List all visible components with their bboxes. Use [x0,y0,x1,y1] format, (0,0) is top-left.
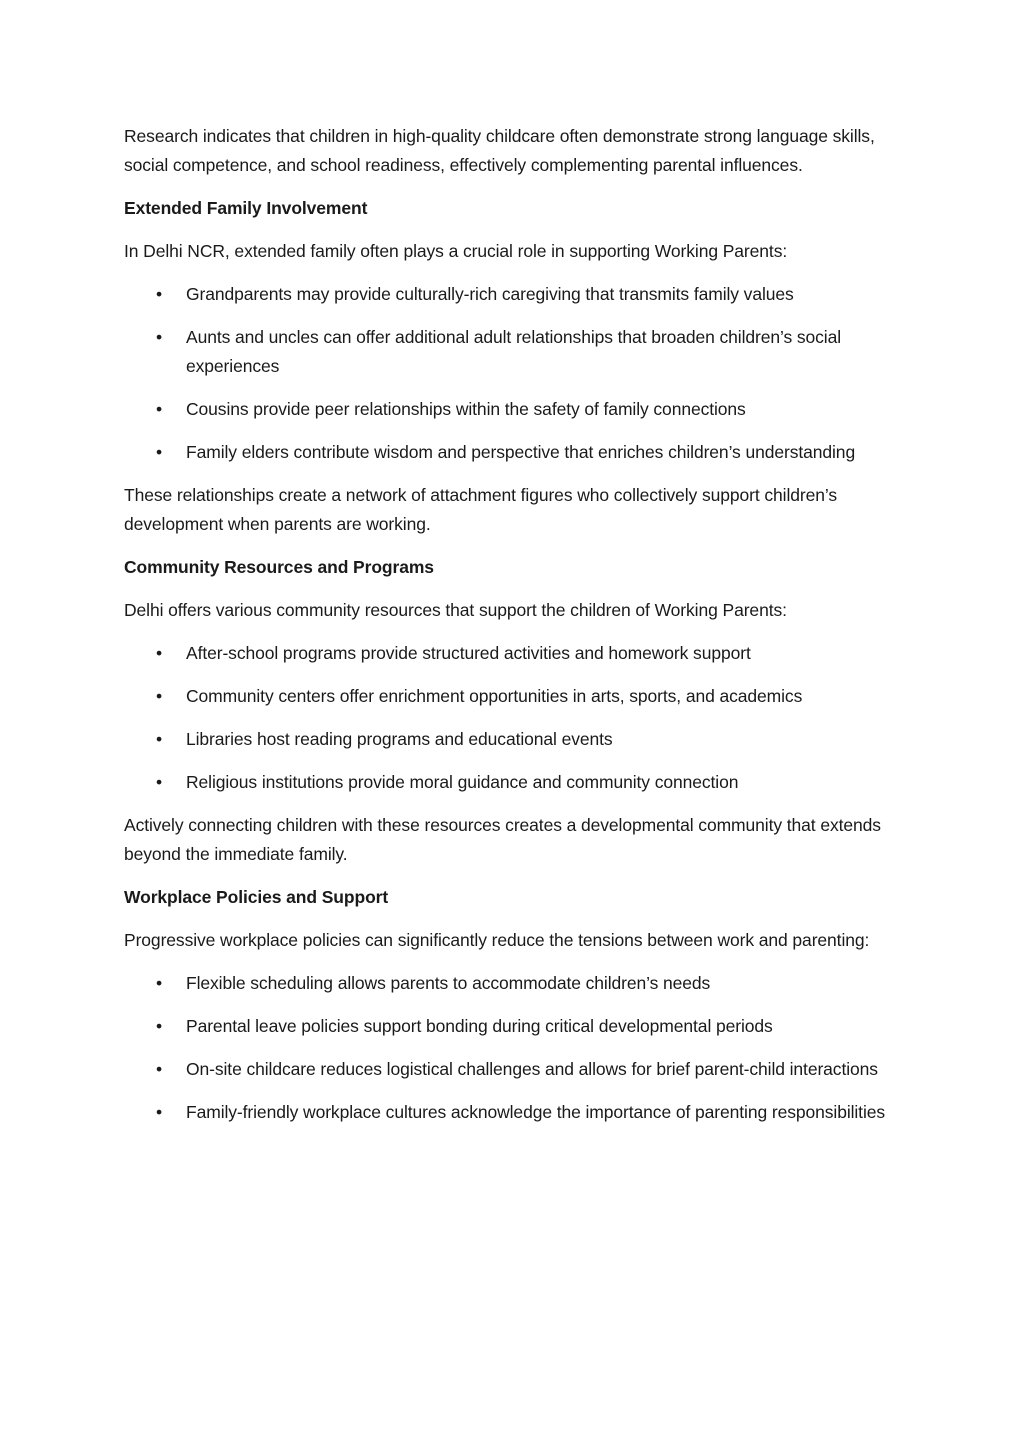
section-heading: Extended Family Involvement [124,198,368,218]
bullet-icon: • [155,1102,163,1122]
bullet-icon: • [155,284,163,304]
list-item [124,438,904,467]
bullet-icon: • [155,686,163,706]
list-item-text: Libraries host reading programs and educational events [186,729,613,749]
body-paragraph: Actively connecting children with these resources creates a developmental community that extends beyond the immediate family. [124,815,881,864]
list-item [124,768,904,797]
body-paragraph: Progressive workplace policies can significantly reduce the tensions between work and parenting: [124,930,870,950]
list-item [124,682,904,711]
list-item [124,280,904,309]
bullet-list [124,639,904,797]
list-item [124,395,904,424]
bullet-icon: • [155,643,163,663]
list-item-text: Grandparents may provide culturally-rich caregiving that transmits family values [186,284,794,304]
bullet-icon: • [155,973,163,993]
list-item-text: Family-friendly workplace cultures acknowledge the importance of parenting responsibilities [186,1102,886,1122]
list-item [124,725,904,754]
body-paragraph: In Delhi NCR, extended family often plays a crucial role in supporting Working Parents: [124,241,788,261]
list-item-text: Religious institutions provide moral guidance and community connection [186,772,739,792]
body-paragraph: These relationships create a network of attachment figures who collectively support children’s development when parents are working. [124,485,838,534]
list-item-text: Community centers offer enrichment opportunities in arts, sports, and academics [186,686,803,706]
bullet-icon: • [155,1059,163,1079]
bullet-icon: • [155,772,163,792]
section-heading: Community Resources and Programs [124,557,434,577]
bullet-icon: • [155,1016,163,1036]
list-item-text: Flexible scheduling allows parents to accommodate children’s needs [186,973,711,993]
list-item [124,639,904,668]
list-item [124,1055,904,1084]
body-paragraph: Delhi offers various community resources that support the children of Working Parents: [124,600,787,620]
bullet-icon: • [155,327,163,347]
list-item [124,1012,904,1041]
section-heading: Workplace Policies and Support [124,887,389,907]
list-item [124,323,904,381]
list-item [124,969,904,998]
list-item-text: After-school programs provide structured activities and homework support [186,643,751,663]
list-item [124,1098,904,1127]
list-item-text: Cousins provide peer relationships within the safety of family connections [186,399,746,419]
document-page [124,122,904,1141]
body-paragraph: Research indicates that children in high-quality childcare often demonstrate strong language skills, social competence, and school readiness, effectively complementing parental influences. [124,126,875,175]
list-item-text: Parental leave policies support bonding during critical developmental periods [186,1016,773,1036]
list-item-text: Family elders contribute wisdom and perspective that enriches children’s understanding [186,442,856,462]
bullet-icon: • [155,729,163,749]
list-item-text: On-site childcare reduces logistical challenges and allows for brief parent-child interactions [186,1059,878,1079]
bullet-icon: • [155,442,163,462]
bullet-list [124,280,904,467]
list-item-text: Aunts and uncles can offer additional adult relationships that broaden children’s social experiences [186,327,842,376]
bullet-list [124,969,904,1127]
bullet-icon: • [155,399,163,419]
